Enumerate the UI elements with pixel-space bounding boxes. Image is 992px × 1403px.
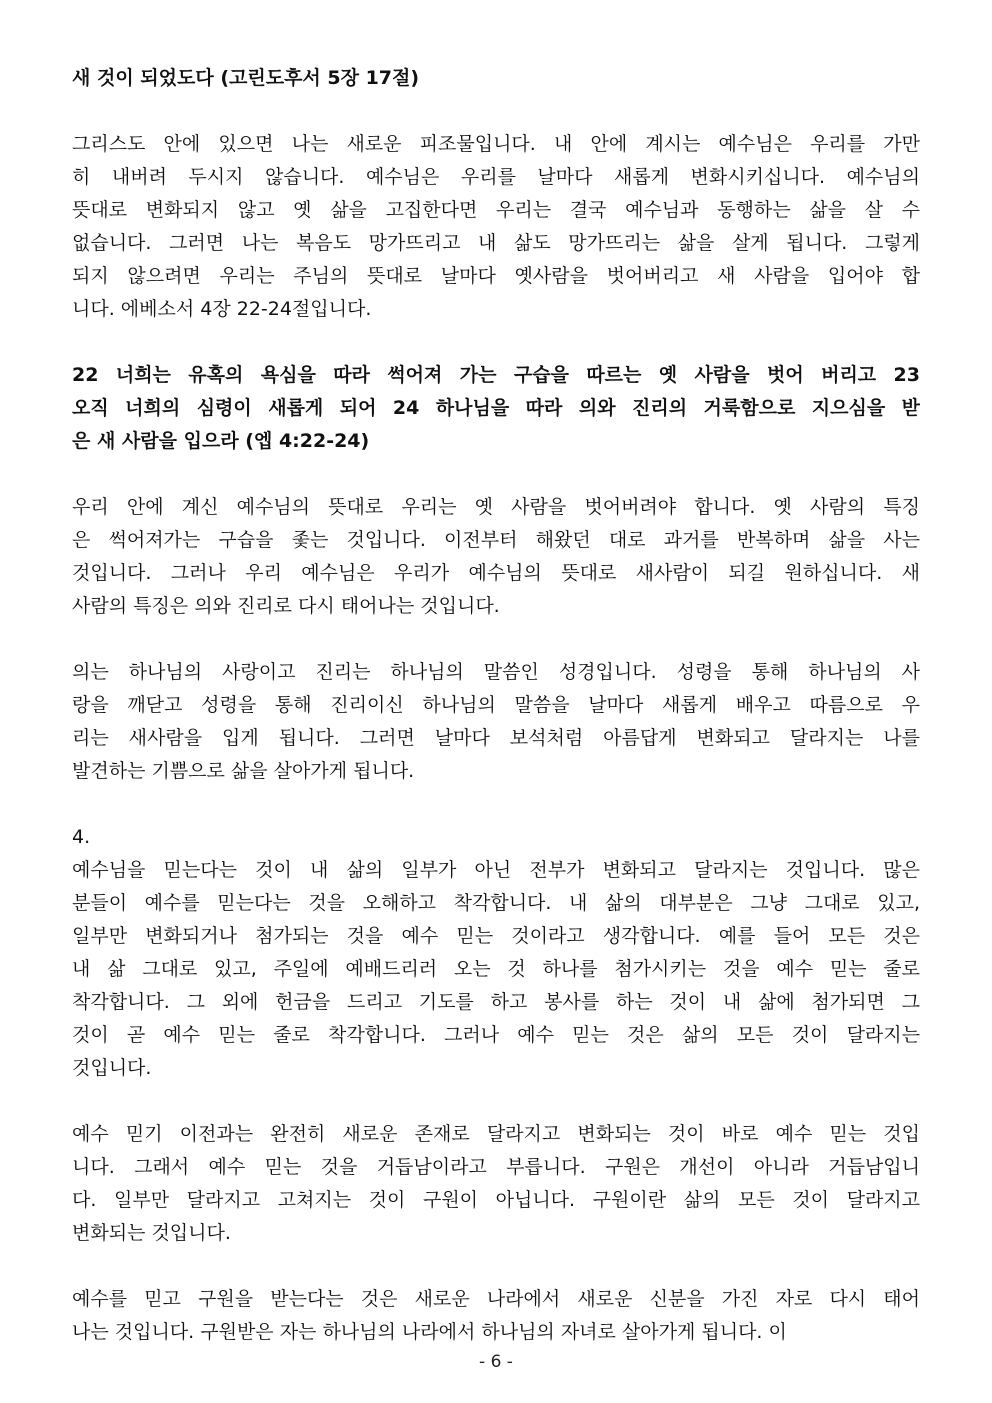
paragraph — [72, 821, 920, 1085]
page-number: - 6 - — [479, 1352, 513, 1372]
paragraph — [72, 491, 920, 623]
text-line: 오직 너희의 심령이 새롭게 되어 24 하나님을 따라 의와 진리의 거룩함으로 지으심을 받 — [72, 397, 920, 419]
text-line: 착각합니다. 그 외에 헌금을 드리고 기도를 하고 봉사를 하는 것이 내 삶에 첨가되면 그 — [72, 991, 920, 1013]
document-body — [72, 95, 920, 1349]
text-line: 것입니다. — [72, 1057, 152, 1079]
text-line: 의는 하나님의 사랑이고 진리는 하나님의 말씀인 성경입니다. 성령을 통해 하나님의 사 — [72, 661, 920, 683]
text-line: 니다. 그래서 예수 믿는 것을 거듭남이라고 부릅니다. 구원은 개선이 아니라 거듭남입니 — [72, 1156, 920, 1178]
text-line: 예수님을 믿는다는 것이 내 삶의 일부가 아닌 전부가 변화되고 달라지는 것입니다. 많은 — [72, 859, 920, 881]
text-line: 없습니다. 그러면 나는 복음도 망가뜨리고 내 삶도 망가뜨리는 삶을 살게 됩니다. 그렇게 — [72, 232, 920, 254]
paragraph-gap — [72, 95, 920, 128]
paragraph-gap — [72, 623, 920, 656]
paragraph-gap — [72, 1250, 920, 1283]
paragraph — [72, 656, 920, 788]
text-line: 우리 안에 계신 예수님의 뜻대로 우리는 옛 사람을 벗어버려야 합니다. 옛 사람의 특징 — [72, 496, 920, 518]
text-line: 니다. 에베소서 4장 22-24절입니다. — [72, 298, 372, 320]
text-line: 변화되는 것입니다. — [72, 1222, 231, 1244]
text-line: 일부만 변화되거나 첨가되는 것을 예수 믿는 것이라고 생각합니다. 예를 들어 모든 것은 — [72, 925, 920, 947]
section-heading: 새 것이 되었도다 (고린도후서 5장 17절) — [72, 67, 420, 89]
text-line: 22 너희는 유혹의 욕심을 따라 썩어져 가는 구습을 따르는 옛 사람을 벗어 버리고 23 — [72, 364, 920, 386]
text-line: 나는 것입니다. 구원받은 자는 하나님의 나라에서 하나님의 자녀로 살아가게 됩니다. 이 — [72, 1321, 787, 1343]
text-line: 예수 믿기 이전과는 완전히 새로운 존재로 달라지고 변화되는 것이 바로 예수 믿는 것입 — [72, 1123, 920, 1145]
text-line: 은 썩어져가는 구습을 좇는 것입니다. 이전부터 해왔던 대로 과거를 반복하며 삶을 사는 — [72, 529, 920, 551]
paragraph — [72, 1118, 920, 1250]
text-line: 히 내버려 두시지 않습니다. 예수님은 우리를 날마다 새롭게 변화시키십니다. 예수님의 — [72, 166, 920, 188]
text-line: 것입니다. 그러나 우리 예수님은 우리가 예수님의 뜻대로 새사람이 되길 원하십니다. 새 — [72, 562, 920, 584]
text-line: 되지 않으려면 우리는 주님의 뜻대로 날마다 옛사람을 벗어버리고 새 사람을 입어야 합 — [72, 265, 920, 287]
text-line: 그리스도 안에 있으면 나는 새로운 피조물입니다. 내 안에 계시는 예수님은 우리를 가만 — [72, 133, 920, 155]
paragraph — [72, 128, 920, 326]
paragraph-gap — [72, 326, 920, 359]
text-line: 다. 일부만 달라지고 고쳐지는 것이 구원이 아닙니다. 구원이란 삶의 모든 것이 달라지고 — [72, 1189, 920, 1211]
text-line: 내 삶 그대로 있고, 주일에 예배드리러 오는 것 하나를 첨가시키는 것을 예수 믿는 줄로 — [72, 958, 920, 980]
paragraph-gap — [72, 788, 920, 821]
text-line: 랑을 깨닫고 성령을 통해 진리이신 하나님의 말씀을 날마다 새롭게 배우고 따름으로 우 — [72, 694, 920, 716]
paragraph — [72, 1283, 920, 1349]
text-line: 4. — [72, 826, 91, 848]
text-line: 분들이 예수를 믿는다는 것을 오해하고 착각합니다. 내 삶의 대부분은 그냥 그대로 있고, — [72, 892, 920, 914]
text-line: 사람의 특징은 의와 진리로 다시 태어나는 것입니다. — [72, 595, 500, 617]
paragraph-gap — [72, 1085, 920, 1118]
text-line: 것이 곧 예수 믿는 줄로 착각합니다. 그러나 예수 믿는 것은 삶의 모든 것이 달라지는 — [72, 1024, 920, 1046]
paragraph-gap — [72, 458, 920, 491]
document-page — [72, 62, 920, 1349]
text-line: 은 새 사람을 입으라 (엡 4:22-24) — [72, 430, 370, 452]
scripture-quote — [72, 359, 920, 458]
text-line: 리는 새사람을 입게 됩니다. 그러면 날마다 보석처럼 아름답게 변화되고 달라지는 나를 — [72, 727, 920, 749]
text-line: 뜻대로 변화되지 않고 옛 삶을 고집한다면 우리는 결국 예수님과 동행하는 삶을 살 수 — [72, 199, 920, 221]
text-line: 발견하는 기쁨으로 삶을 살아가게 됩니다. — [72, 760, 415, 782]
text-line: 예수를 믿고 구원을 받는다는 것은 새로운 나라에서 새로운 신분을 가진 자로 다시 태어 — [72, 1288, 920, 1310]
